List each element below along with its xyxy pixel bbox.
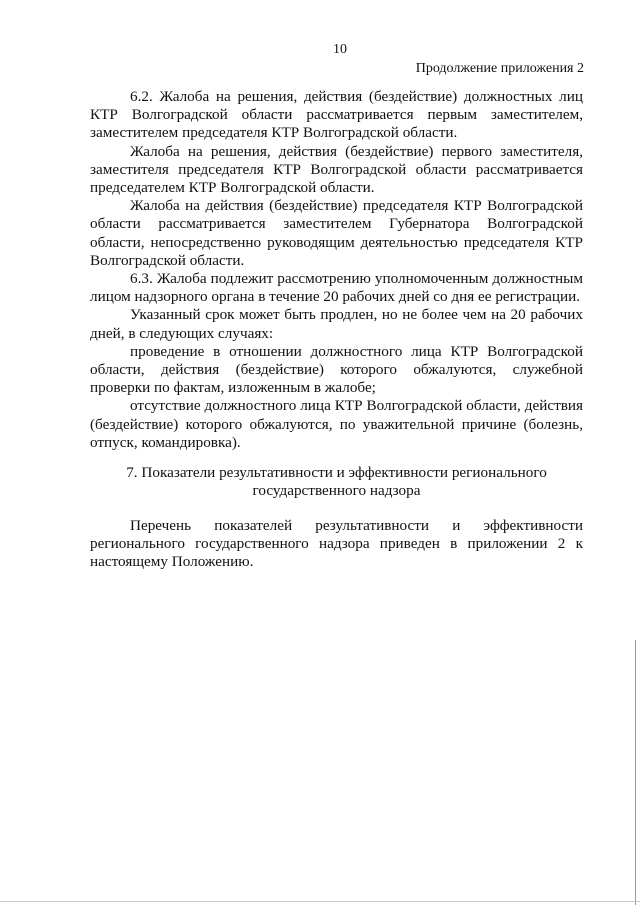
paragraph-extension: Указанный срок может быть продлен, но не более чем на 20 рабочих дней, в следующих случаях: [90,306,583,342]
section-7-body [90,517,583,572]
section-6-body [90,88,583,452]
appendix-note: Продолжение приложения 2 [415,61,584,76]
paragraph-case-absence: отсутствие должностного лица КТР Волгоградской области, действия (бездействие) которого обжалуются, по уважительной причине (болезнь, отпуск, командировка). [90,397,583,451]
paragraph-6-3: 6.3. Жалоба подлежит рассмотрению уполномоченным должностным лицом надзорного органа в течение 20 рабочих дней со дня ее регистрации. [90,270,583,306]
paragraph-first-deputy: Жалоба на решения, действия (бездействие) первого заместителя, заместителя председателя КТР Волгоградской области рассматривается председателем КТР Волгоградской области. [90,142,583,197]
paragraph-chairman: Жалоба на действия (бездействие) председателя КТР Волгоградской области рассматривается заместителем Губернатора Волгоградской области, непосредственно руководящим деятельностью председателя КТР Волгоградской области. [90,197,583,269]
section-7-heading [90,464,583,500]
section-7-heading-line-2: государственного надзора [252,482,421,500]
page-number: 10 [333,42,347,57]
scan-edge-line [635,640,636,905]
section-7-heading-line-1: 7. Показатели результативности и эффективности регионального [126,464,547,481]
paragraph-case-inspection: проведение в отношении должностного лица КТР Волгоградской области, действия (бездействие) которого обжалуются, служебной проверки по фактам, изложенным в жалобе; [90,342,583,397]
scan-bottom-line [0,901,640,902]
paragraph-6-2: 6.2. Жалоба на решения, действия (бездействие) должностных лиц КТР Волгоградской области рассматривается первым заместителем, заместителем председателя КТР Волгоградской области. [90,88,583,142]
paragraph-indicators-list: Перечень показателей результативности и эффективности регионального государственного надзора приведен в приложении 2 к настоящему Положению. [90,517,583,571]
